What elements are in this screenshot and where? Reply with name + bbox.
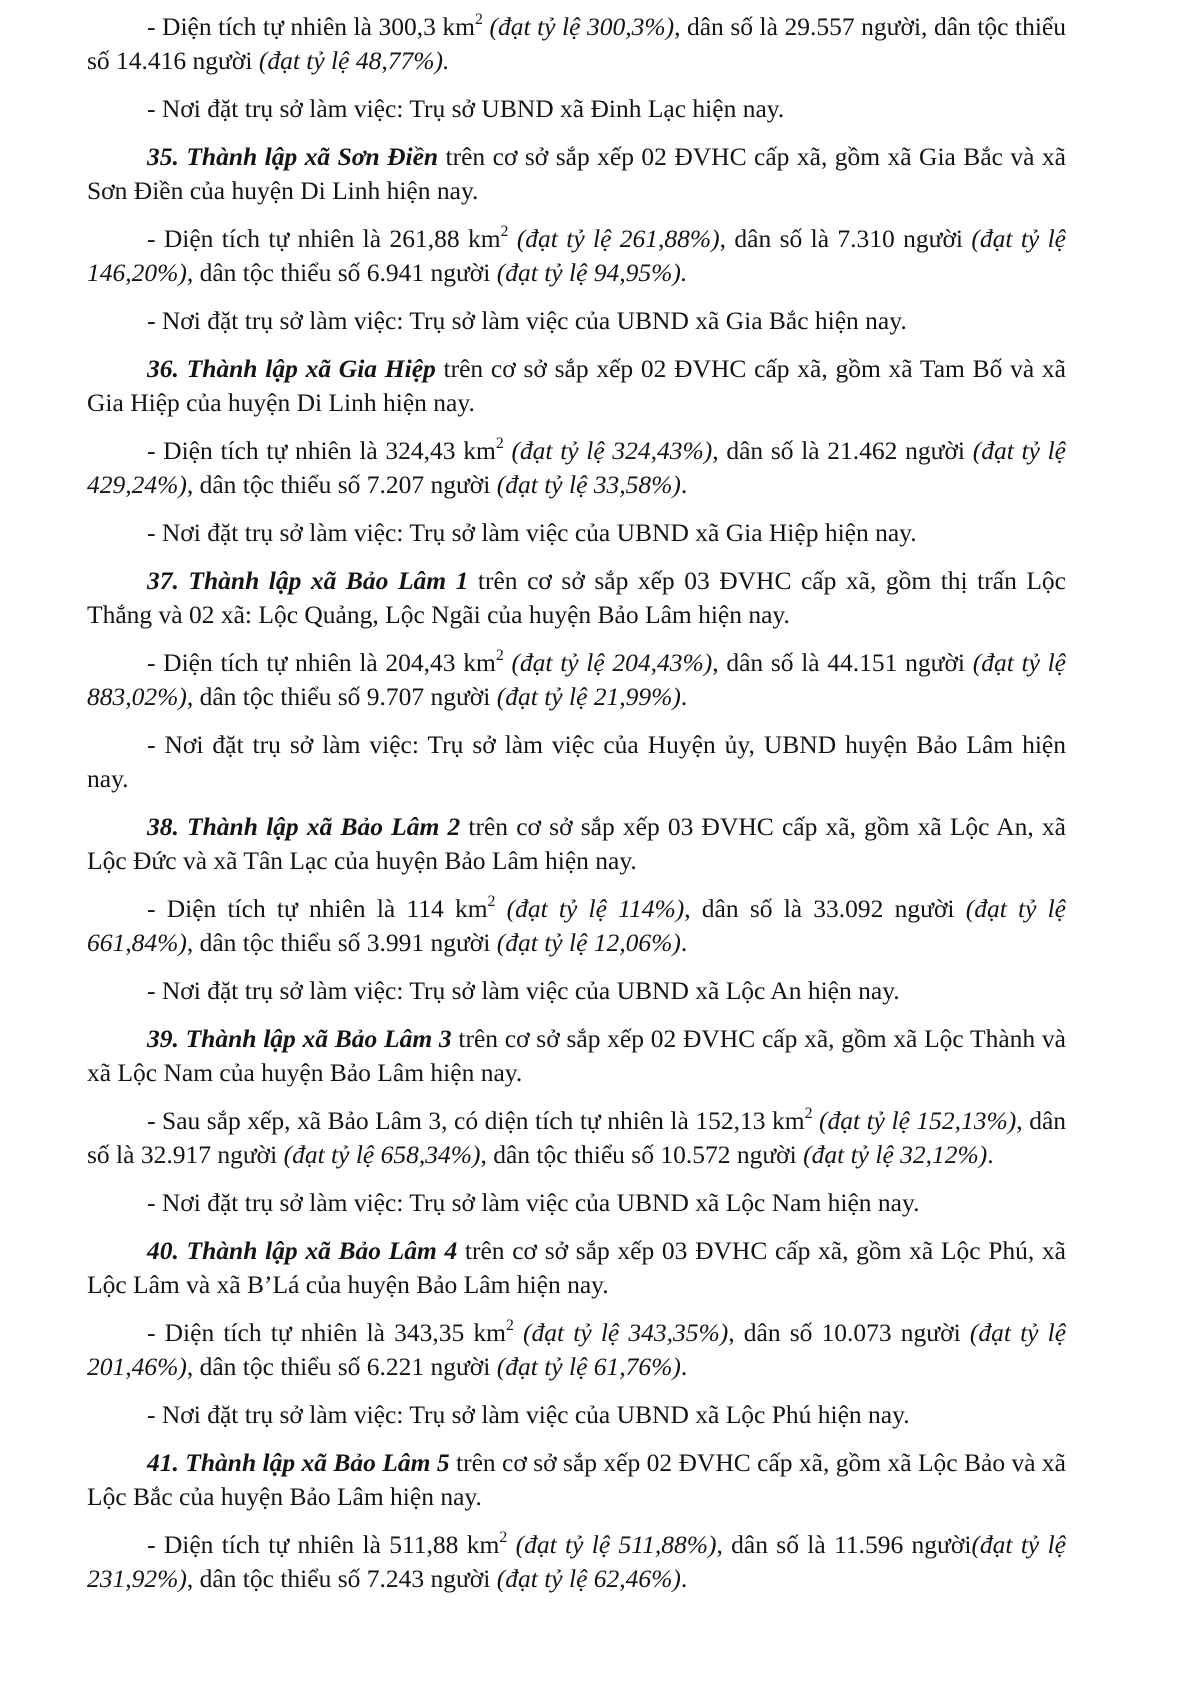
- paragraph: [87, 810, 1066, 878]
- paragraph: [87, 140, 1066, 208]
- paragraph: [87, 646, 1066, 714]
- text-run: - Nơi đặt trụ sở làm việc: Trụ sở làm việc của Huyện ủy, UBND huyện Bảo Lâm hiện nay.: [87, 730, 1066, 793]
- paragraph: [87, 1022, 1066, 1090]
- paragraph: [87, 728, 1066, 796]
- paragraph: [87, 10, 1066, 78]
- text-run: - Nơi đặt trụ sở làm việc: Trụ sở làm việc của UBND xã Gia Bắc hiện nay.: [147, 306, 907, 335]
- text-run: , dân số là 7.310 người: [719, 224, 972, 253]
- text-run: , dân số là 29.557 người, dân tộc thiểu số 14.416 người: [87, 12, 1066, 75]
- text-run: - Diện tích tự nhiên là 204,43 km: [147, 648, 496, 677]
- italic-text: (đạt tỷ lệ 429,24%): [87, 436, 1066, 499]
- section-heading: 37. Thành lập xã Bảo Lâm 1: [147, 566, 469, 595]
- italic-text: (đạt tỷ lệ 658,34%): [283, 1140, 481, 1169]
- text-run: trên cơ sở sắp xếp 02 ĐVHC cấp xã, gồm xã Lộc Thành và xã Lộc Nam của huyện Bảo Lâm hiện nay.: [87, 1024, 1066, 1087]
- section-heading: 41. Thành lập xã Bảo Lâm 5: [147, 1448, 450, 1477]
- italic-text: (đạt tỷ lệ 324,43%): [511, 436, 713, 465]
- text-run: , dân số 10.073 người: [728, 1318, 970, 1347]
- italic-text: (đạt tỷ lệ 231,92%): [87, 1530, 1066, 1593]
- text-run: - Diện tích tự nhiên là 511,88 km: [147, 1530, 500, 1559]
- paragraph: [87, 1316, 1066, 1384]
- superscript: 2: [495, 646, 504, 664]
- text-run: - Diện tích tự nhiên là 343,35 km: [147, 1318, 506, 1347]
- superscript: 2: [495, 434, 504, 452]
- text-run: - Diện tích tự nhiên là 324,43 km: [147, 436, 496, 465]
- document-body: [87, 10, 1066, 1596]
- section-heading: 35. Thành lập xã Sơn Điền: [147, 142, 439, 171]
- italic-text: (đạt tỷ lệ 343,35%): [523, 1318, 729, 1347]
- text-run: - Nơi đặt trụ sở làm việc: Trụ sở làm việc của UBND xã Gia Hiệp hiện nay.: [147, 518, 917, 547]
- text-run: trên cơ sở sắp xếp 03 ĐVHC cấp xã, gồm xã Lộc Phú, xã Lộc Lâm và xã B’Lá của huyện Bảo Lâm hiện nay.: [87, 1236, 1066, 1299]
- superscript: 2: [505, 1316, 514, 1334]
- text-run: trên cơ sở sắp xếp 03 ĐVHC cấp xã, gồm thị trấn Lộc Thắng và 02 xã: Lộc Quảng, Lộc Ngãi của huyện Bảo Lâm hiện nay.: [87, 566, 1066, 629]
- paragraph: [87, 352, 1066, 420]
- paragraph: [87, 516, 1066, 550]
- italic-text: (đạt tỷ lệ 511,88%): [515, 1530, 717, 1559]
- italic-text: (đạt tỷ lệ 21,99%): [496, 682, 681, 711]
- text-run: , dân tộc thiểu số 7.243 người: [186, 1564, 497, 1593]
- paragraph: [87, 1446, 1066, 1514]
- text-run: , dân tộc thiểu số 3.991 người: [186, 928, 497, 957]
- superscript: 2: [487, 892, 496, 910]
- text-run: trên cơ sở sắp xếp 03 ĐVHC cấp xã, gồm xã Lộc An, xã Lộc Đức và xã Tân Lạc của huyện Bảo Lâm hiện nay.: [87, 812, 1066, 875]
- italic-text: (đạt tỷ lệ 204,43%): [511, 648, 713, 677]
- italic-text: (đạt tỷ lệ 62,46%): [496, 1564, 681, 1593]
- paragraph: [87, 892, 1066, 960]
- text-run: , dân tộc thiểu số 10.572 người: [480, 1140, 804, 1169]
- paragraph: [87, 974, 1066, 1008]
- text-run: , dân số là 33.092 người: [684, 894, 966, 923]
- superscript: 2: [499, 1528, 508, 1546]
- text-run: .: [987, 1140, 994, 1169]
- text-run: , dân tộc thiểu số 9.707 người: [186, 682, 497, 711]
- text-run: [514, 1318, 523, 1347]
- text-run: - Nơi đặt trụ sở làm việc: Trụ sở UBND xã Đinh Lạc hiện nay.: [147, 94, 785, 123]
- italic-text: (đạt tỷ lệ 94,95%).: [496, 258, 688, 287]
- paragraph: [87, 304, 1066, 338]
- italic-text: (đạt tỷ lệ 261,88%): [516, 224, 720, 253]
- italic-text: (đạt tỷ lệ 33,58%): [496, 470, 681, 499]
- italic-text: (đạt tỷ lệ 12,06%): [496, 928, 681, 957]
- section-heading: 38. Thành lập xã Bảo Lâm 2: [147, 812, 461, 841]
- italic-text: (đạt tỷ lệ 152,13%): [819, 1106, 1017, 1135]
- text-run: [495, 894, 506, 923]
- paragraph: [87, 1234, 1066, 1302]
- italic-text: (đạt tỷ lệ 61,76%): [496, 1352, 681, 1381]
- text-run: , dân số là 44.151 người: [712, 648, 973, 677]
- text-run: , dân số là 21.462 người: [712, 436, 973, 465]
- text-run: .: [680, 1352, 688, 1381]
- text-run: [507, 1530, 515, 1559]
- superscript: 2: [500, 222, 509, 240]
- paragraph: [87, 564, 1066, 632]
- paragraph: [87, 1104, 1066, 1172]
- section-heading: 40. Thành lập xã Bảo Lâm 4: [147, 1236, 458, 1265]
- document-page: [0, 10, 1200, 1706]
- italic-text: (đạt tỷ lệ 661,84%): [87, 894, 1066, 957]
- italic-text: (đạt tỷ lệ 883,02%): [87, 648, 1066, 711]
- text-run: trên cơ sở sắp xếp 02 ĐVHC cấp xã, gồm xã Lộc Bảo và xã Lộc Bắc của huyện Bảo Lâm hiện nay.: [87, 1448, 1066, 1511]
- paragraph: [87, 1186, 1066, 1220]
- text-run: - Diện tích tự nhiên là 114 km: [147, 894, 488, 923]
- text-run: .: [680, 928, 688, 957]
- text-run: .: [680, 1564, 688, 1593]
- text-run: - Diện tích tự nhiên là 261,88 km: [147, 224, 501, 253]
- text-run: , dân tộc thiểu số 7.207 người: [186, 470, 497, 499]
- text-run: - Nơi đặt trụ sở làm việc: Trụ sở làm việc của UBND xã Lộc Nam hiện nay.: [147, 1188, 920, 1217]
- section-heading: 39. Thành lập xã Bảo Lâm 3: [147, 1024, 452, 1053]
- text-run: , dân tộc thiểu số 6.221 người: [186, 1352, 497, 1381]
- paragraph: [87, 1398, 1066, 1432]
- text-run: trên cơ sở sắp xếp 02 ĐVHC cấp xã, gồm xã Gia Bắc và xã Sơn Điền của huyện Di Linh hiện nay.: [87, 142, 1066, 205]
- paragraph: [87, 222, 1066, 290]
- text-run: - Diện tích tự nhiên là 300,3 km: [147, 12, 475, 41]
- text-run: , dân số là 32.917 người: [87, 1106, 1067, 1169]
- text-run: - Nơi đặt trụ sở làm việc: Trụ sở làm việc của UBND xã Lộc An hiện nay.: [147, 976, 900, 1005]
- superscript: 2: [804, 1104, 813, 1122]
- text-run: trên cơ sở sắp xếp 02 ĐVHC cấp xã, gồm xã Tam Bố và xã Gia Hiệp của huyện Di Linh hiện nay.: [87, 354, 1066, 417]
- text-run: - Sau sắp xếp, xã Bảo Lâm 3, có diện tích tự nhiên là 152,13 km: [147, 1106, 805, 1135]
- italic-text: (đạt tỷ lệ 201,46%): [87, 1318, 1067, 1381]
- text-run: [508, 224, 516, 253]
- italic-text: (đạt tỷ lệ 146,20%): [87, 224, 1067, 287]
- text-run: , dân tộc thiểu số 6.941 người: [186, 258, 497, 287]
- text-run: , dân số là 11.596 người: [716, 1530, 972, 1559]
- italic-text: (đạt tỷ lệ 48,77%).: [258, 46, 450, 75]
- text-run: .: [680, 470, 688, 499]
- paragraph: [87, 92, 1066, 126]
- italic-text: (đạt tỷ lệ 300,3%): [489, 12, 675, 41]
- text-run: .: [680, 682, 688, 711]
- italic-text: (đạt tỷ lệ 114%): [506, 894, 685, 923]
- paragraph: [87, 1528, 1066, 1596]
- text-run: - Nơi đặt trụ sở làm việc: Trụ sở làm việc của UBND xã Lộc Phú hiện nay.: [147, 1400, 910, 1429]
- paragraph: [87, 434, 1066, 502]
- section-heading: 36. Thành lập xã Gia Hiệp: [147, 354, 436, 383]
- superscript: 2: [475, 10, 483, 28]
- italic-text: (đạt tỷ lệ 32,12%): [803, 1140, 988, 1169]
